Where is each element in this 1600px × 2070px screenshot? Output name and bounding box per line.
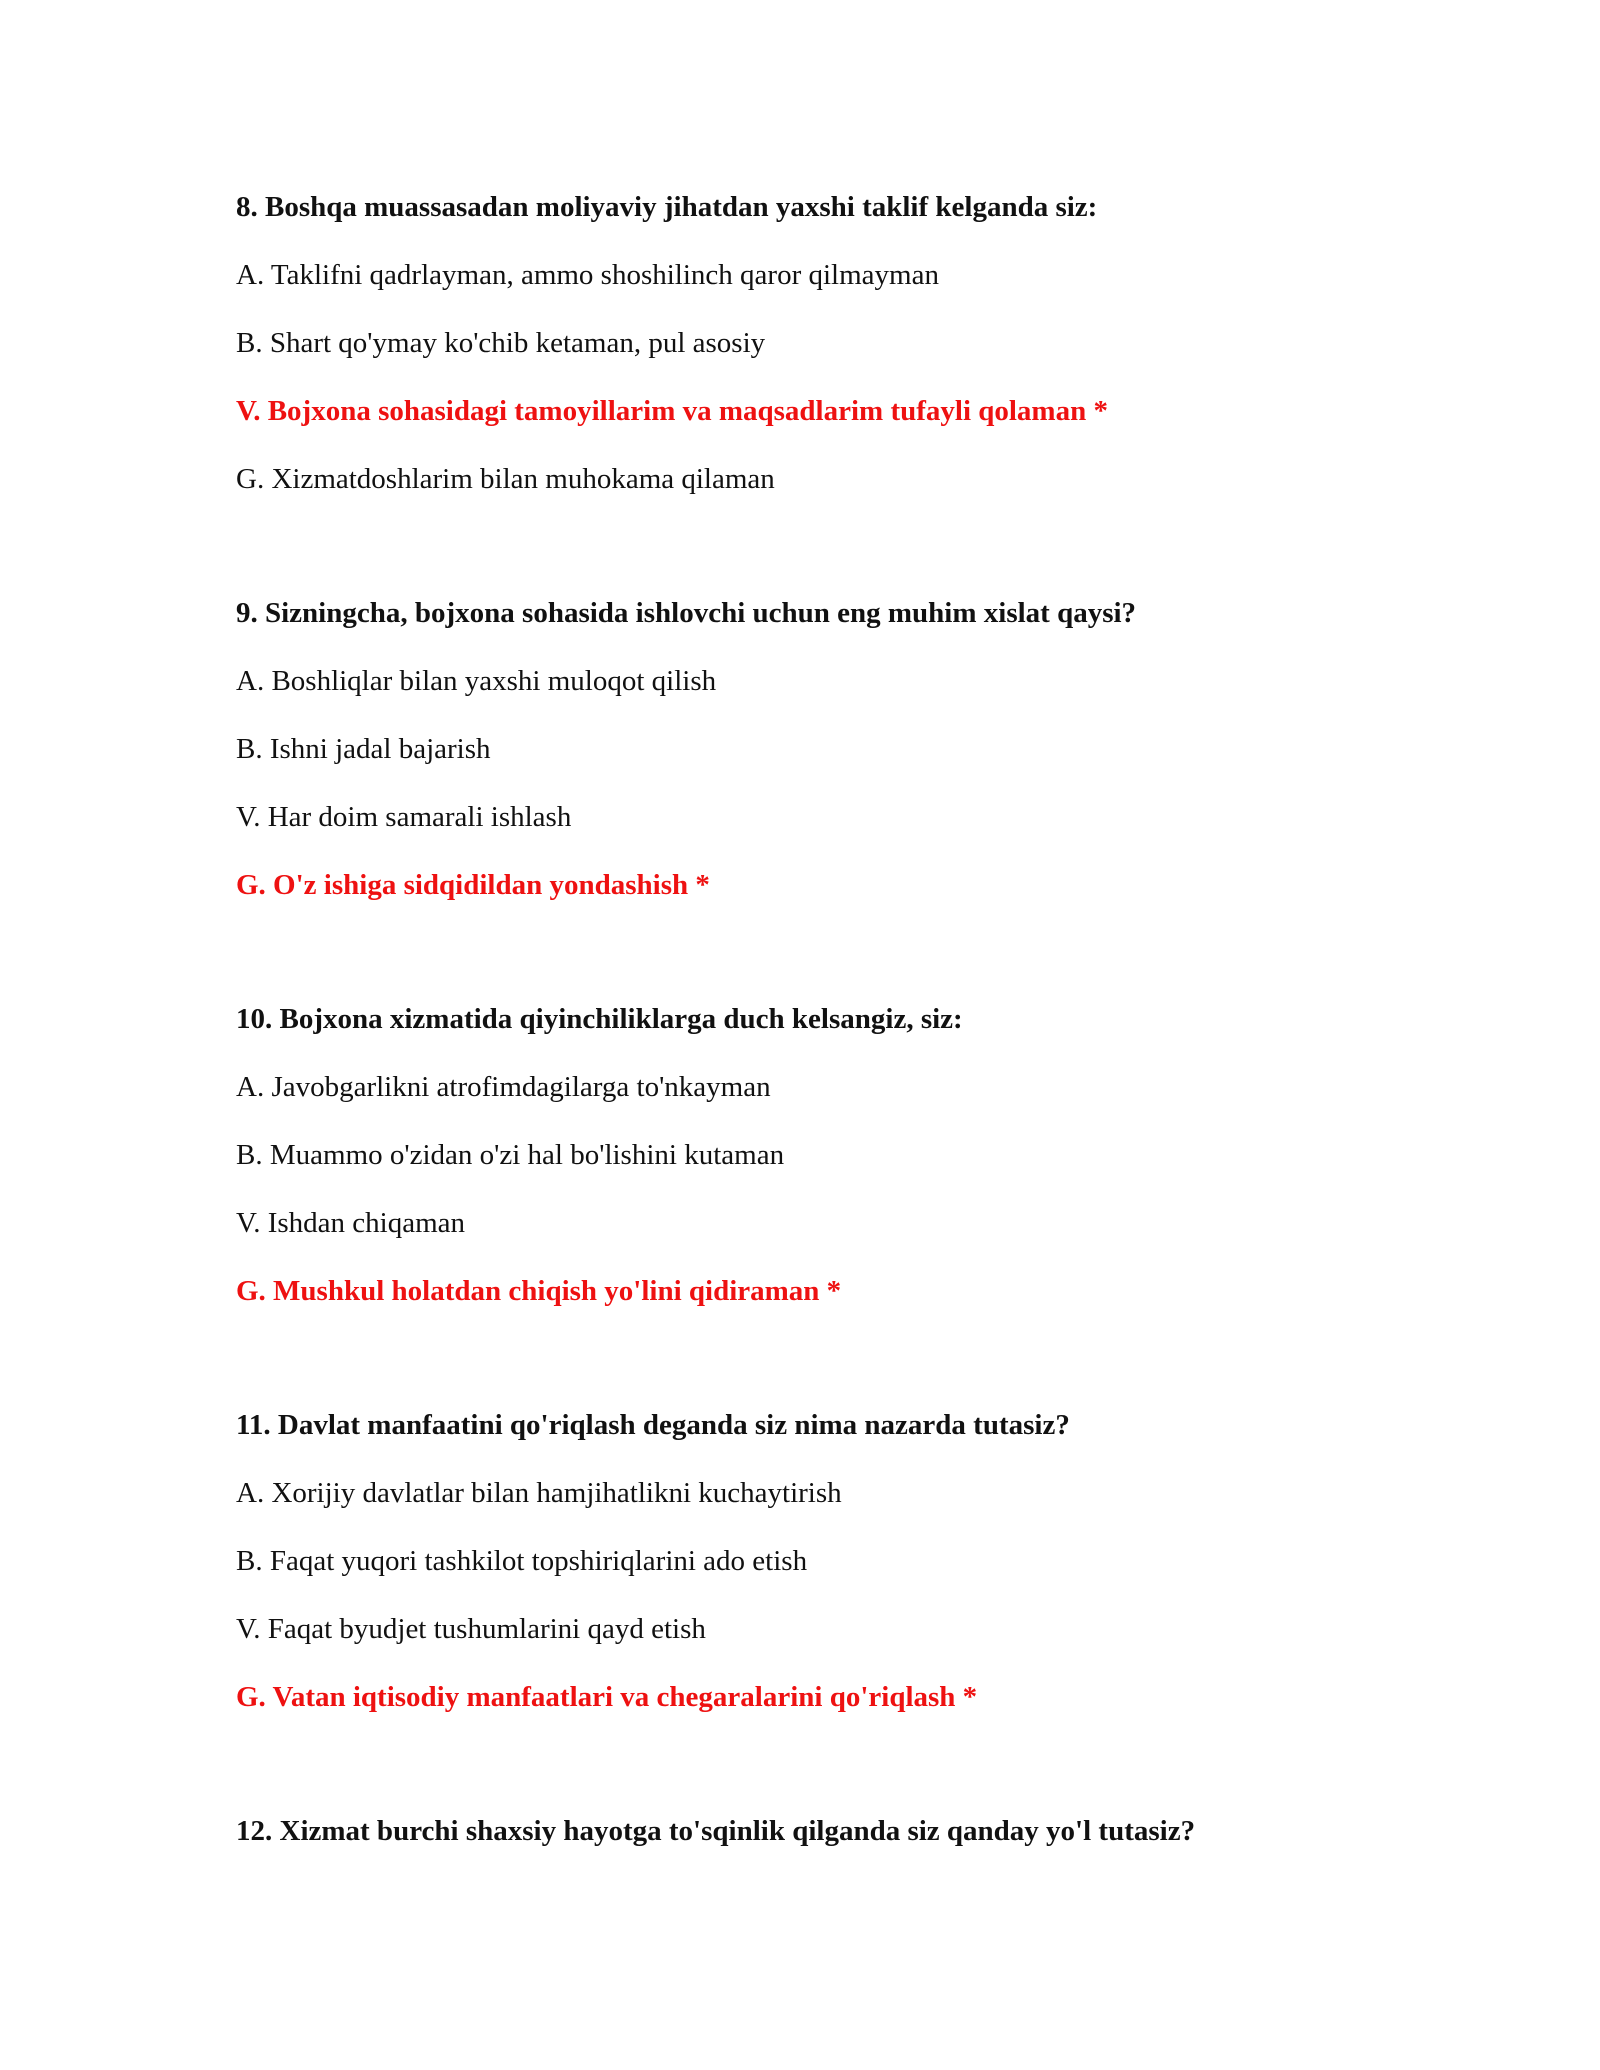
answer-option-a: A. Boshliqlar bilan yaxshi muloqot qilish	[236, 665, 717, 697]
question-text: 8. Boshqa muassasadan moliyaviy jihatdan yaxshi taklif kelganda siz:	[236, 191, 1098, 223]
answer-option-g-correct: G. O'z ishiga sidqidildan yondashish *	[236, 869, 710, 901]
question-text: 11. Davlat manfaatini qo'riqlash deganda siz nima nazarda tutasiz?	[236, 1409, 1070, 1441]
answer-option-g: G. Xizmatdoshlarim bilan muhokama qilaman	[236, 463, 775, 495]
question-text: 10. Bojxona xizmatida qiyinchiliklarga duch kelsangiz, siz:	[236, 1003, 963, 1035]
answer-option-a: A. Xorijiy davlatlar bilan hamjihatlikni kuchaytirish	[236, 1477, 842, 1509]
answer-option-v: V. Faqat byudjet tushumlarini qayd etish	[236, 1613, 706, 1645]
answer-option-a: A. Javobgarlikni atrofimdagilarga to'nkayman	[236, 1071, 771, 1103]
answer-option-g-correct: G. Vatan iqtisodiy manfaatlari va chegaralarini qo'riqlash *	[236, 1681, 978, 1713]
answer-option-b: B. Ishni jadal bajarish	[236, 733, 491, 765]
answer-option-b: B. Shart qo'ymay ko'chib ketaman, pul asosiy	[236, 327, 766, 359]
answer-option-v-correct: V. Bojxona sohasidagi tamoyillarim va maqsadlarim tufayli qolaman *	[236, 395, 1108, 427]
answer-option-v: V. Ishdan chiqaman	[236, 1207, 465, 1239]
question-text: 9. Sizningcha, bojxona sohasida ishlovchi uchun eng muhim xislat qaysi?	[236, 597, 1137, 629]
answer-option-a: A. Taklifni qadrlayman, ammo shoshilinch qaror qilmayman	[236, 259, 939, 291]
answer-option-v: V. Har doim samarali ishlash	[236, 801, 572, 833]
question-text: 12. Xizmat burchi shaxsiy hayotga to'sqinlik qilganda siz qanday yo'l tutasiz?	[236, 1815, 1196, 1847]
answer-option-g-correct: G. Mushkul holatdan chiqish yo'lini qidiraman *	[236, 1275, 842, 1307]
answer-option-b: B. Muammo o'zidan o'zi hal bo'lishini kutaman	[236, 1139, 785, 1171]
answer-option-b: B. Faqat yuqori tashkilot topshiriqlarini ado etish	[236, 1545, 808, 1577]
